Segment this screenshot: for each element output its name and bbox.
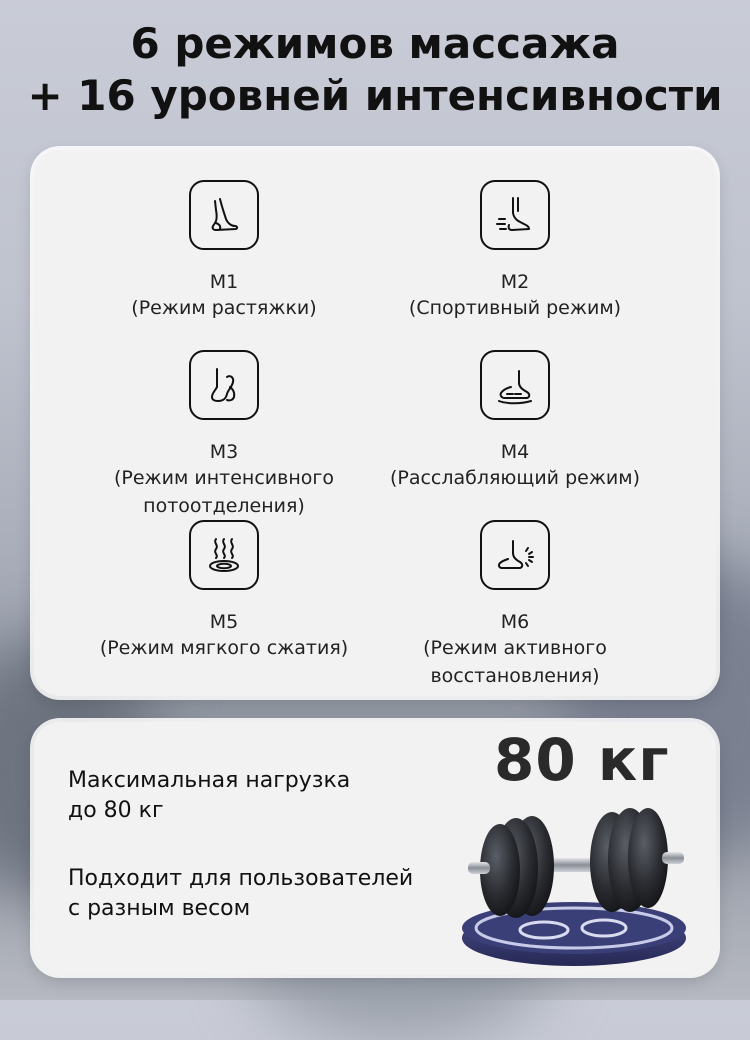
mode-m6 <box>350 520 680 690</box>
mode-description: (Режим растяжки) <box>131 297 317 319</box>
foot-stretch-icon <box>189 180 259 250</box>
foot-sport-icon <box>480 180 550 250</box>
page-title <box>0 18 750 122</box>
heat-wave-icon <box>189 520 259 590</box>
mode-m1 <box>59 180 389 322</box>
suitability-text: Подходит для пользователей с разным весом <box>68 866 414 921</box>
mode-m5 <box>59 520 389 662</box>
foot-relax-icon <box>480 350 550 420</box>
title-line-2: + 16 уровней интенсивности <box>27 71 723 120</box>
mode-code: M4 <box>500 441 530 463</box>
mode-code: M1 <box>209 271 239 293</box>
foot-recovery-icon <box>480 520 550 590</box>
mode-code: M5 <box>209 611 239 633</box>
mode-description: (Режим мягкого сжатия) <box>99 637 349 659</box>
title-line-1: 6 режимов массажа <box>130 19 620 68</box>
mode-m4 <box>350 350 680 492</box>
mode-code: M2 <box>500 271 530 293</box>
mode-description: (Расслабляющий режим) <box>389 467 641 489</box>
mode-description: (Режим активного восстановления) <box>423 637 607 687</box>
mode-description: (Спортивный режим) <box>408 297 622 319</box>
dumbbell-on-platform-image <box>454 788 694 968</box>
mode-description: (Режим интенсивного потоотделения) <box>114 467 334 517</box>
mode-m3 <box>59 350 389 520</box>
mode-code: M6 <box>500 611 530 633</box>
modes-panel <box>34 150 716 696</box>
foot-sweat-icon <box>189 350 259 420</box>
weight-label: 80 кг <box>494 726 670 794</box>
load-panel <box>34 722 716 974</box>
mode-m2 <box>350 180 680 322</box>
max-load-text: Максимальная нагрузка до 80 кг <box>68 768 351 823</box>
mode-code: M3 <box>209 441 239 463</box>
